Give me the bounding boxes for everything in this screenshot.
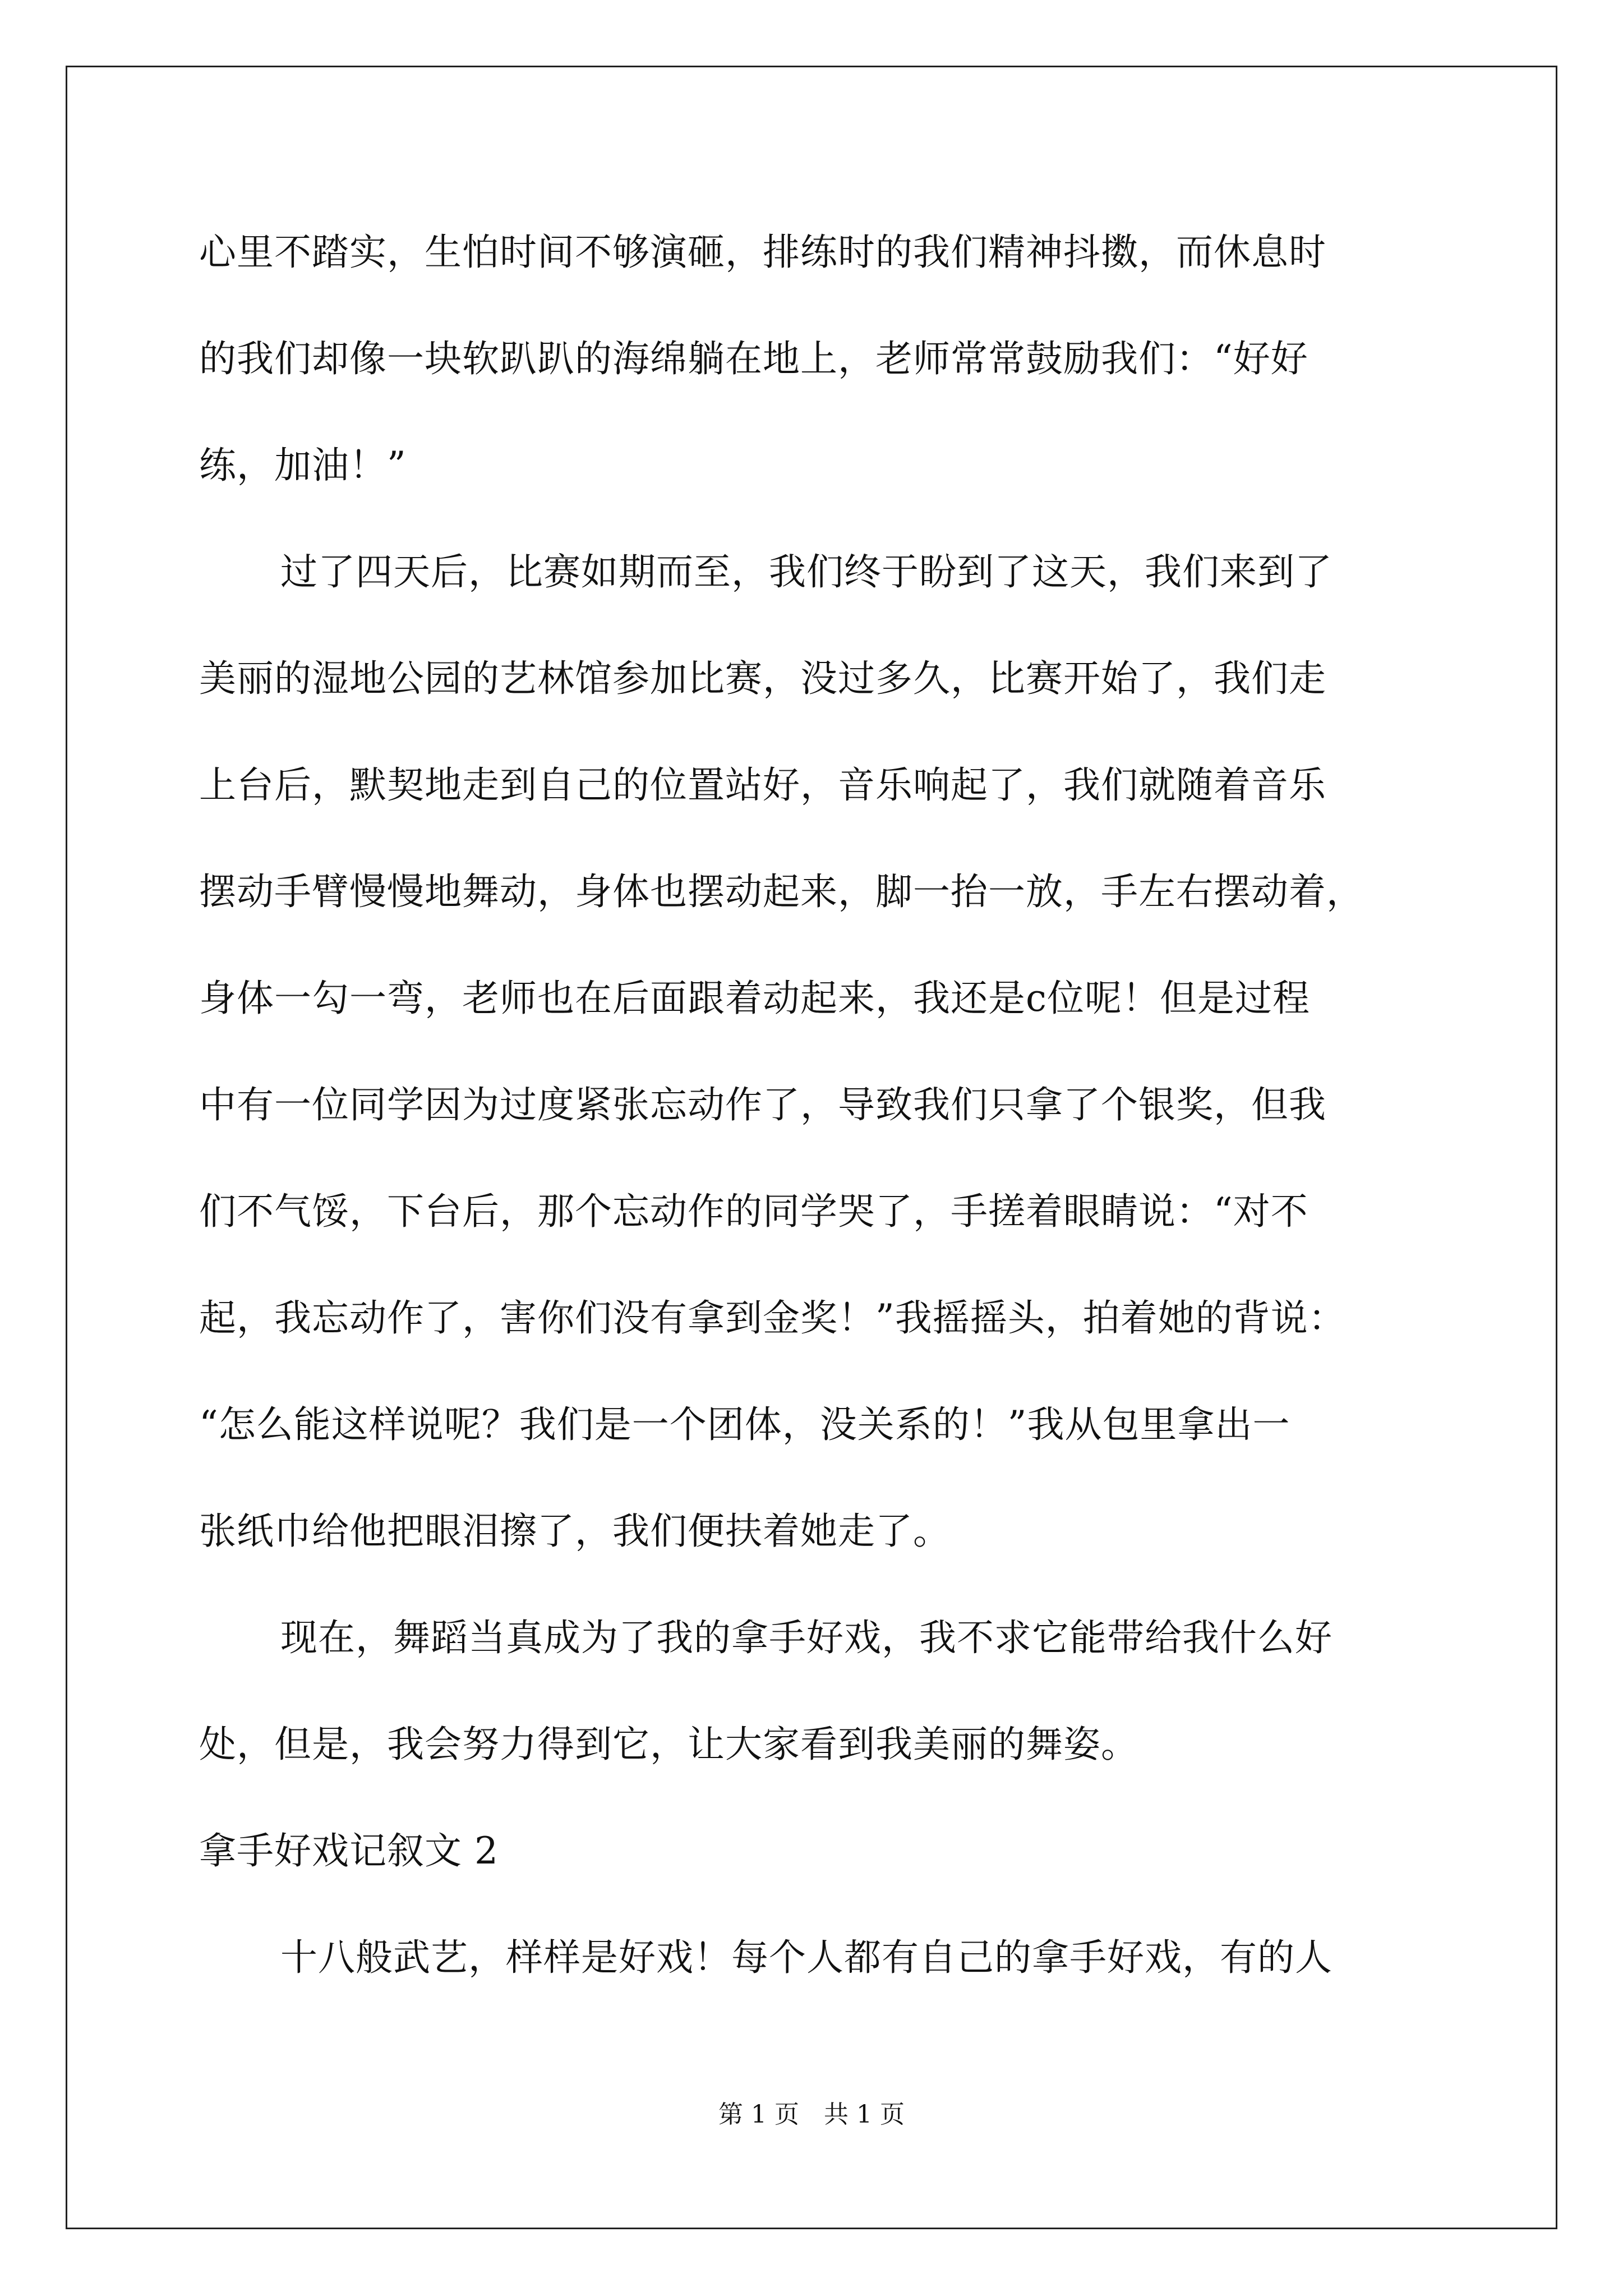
text-line: 起，我忘动作了，害你们没有拿到金奖！”我摇摇头，拍着她的背说： <box>199 1296 1346 1340</box>
text-line: 们不气馁，下台后，那个忘动作的同学哭了，手搓着眼睛说：“对不 <box>199 1190 1308 1233</box>
text-line: 上台后，默契地走到自己的位置站好，音乐响起了，我们就随着音乐 <box>199 763 1326 807</box>
text-line: 过了四天后，比赛如期而至，我们终于盼到了这天，我们来到了 <box>280 550 1332 593</box>
text-line: 中有一位同学因为过度紧张忘动作了，导致我们只拿了个银奖，但我 <box>199 1083 1326 1126</box>
text-line: 美丽的湿地公园的艺林馆参加比赛，没过多久，比赛开始了，我们走 <box>199 657 1326 700</box>
text-line: 摆动手臂慢慢地舞动，身体也摆动起来，脚一抬一放，手左右摆动着， <box>199 870 1364 913</box>
text-line: 处，但是，我会努力得到它，让大家看到我美丽的舞姿。 <box>199 1723 1138 1766</box>
text-line: 心里不踏实，生怕时间不够演砸，排练时的我们精神抖擞，而休息时 <box>199 231 1326 274</box>
text-line: “怎么能这样说呢？我们是一个团体，没关系的！”我从包里拿出一 <box>199 1403 1290 1446</box>
text-line: 十八般武艺，样样是好戏！每个人都有自己的拿手好戏，有的人 <box>280 1936 1332 1979</box>
text-line: 张纸巾给他把眼泪擦了，我们便扶着她走了。 <box>199 1510 951 1553</box>
page-footer <box>0 2098 1623 2132</box>
text-line: 现在，舞蹈当真成为了我的拿手好戏，我不求它能带给我什么好 <box>280 1616 1332 1659</box>
document-body <box>199 199 1433 2011</box>
text-line: 的我们却像一块软趴趴的海绵躺在地上，老师常常鼓励我们：“好好 <box>199 337 1308 380</box>
page-number-label: 第 1 页 共 1 页 <box>718 2100 905 2129</box>
section-heading: 拿手好戏记叙文 2 <box>199 1829 499 1872</box>
text-line: 练，加油！” <box>199 444 407 487</box>
text-line: 身体一勾一弯，老师也在后面跟着动起来，我还是c位呢！但是过程 <box>199 977 1310 1020</box>
